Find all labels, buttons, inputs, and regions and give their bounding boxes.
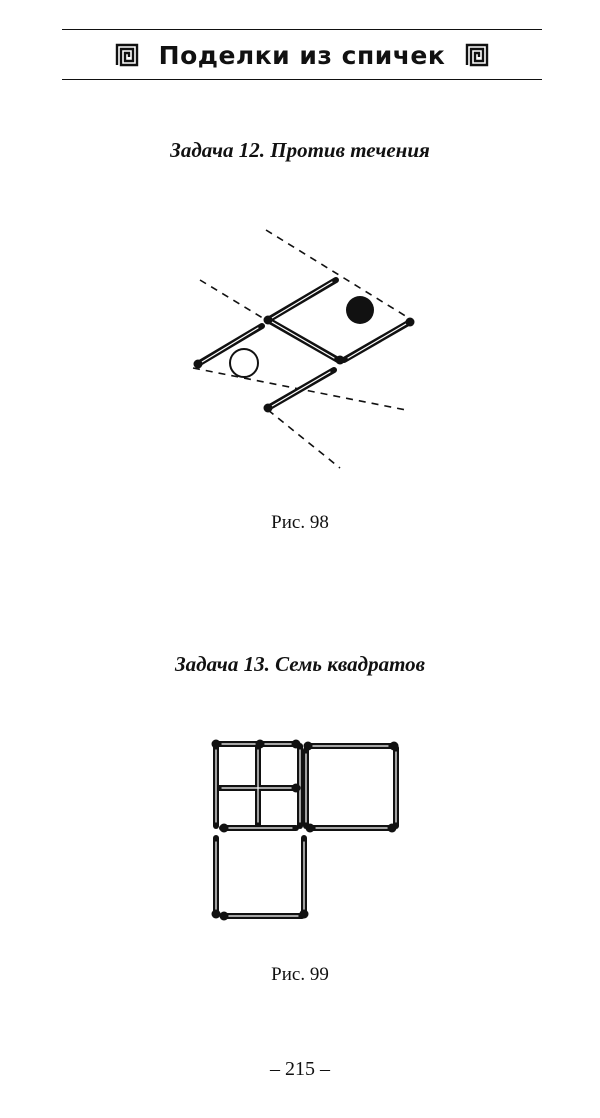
figure-99-caption: Рис. 99: [271, 964, 329, 985]
match-head: [304, 742, 313, 751]
task-12-title: Задача 12. Против течения: [170, 138, 430, 162]
header-top-rule: [62, 29, 542, 30]
match-head: [212, 910, 221, 919]
match-head: [256, 740, 265, 749]
greek-key-icon: [115, 43, 139, 67]
match-head: [212, 740, 221, 749]
dashed-line: [268, 410, 340, 468]
match-head: [306, 824, 315, 833]
dashed-line: [200, 280, 266, 320]
match-head: [220, 824, 229, 833]
match-head: [292, 740, 301, 749]
match-head: [264, 316, 273, 325]
filled-circle: [346, 296, 374, 324]
match-head: [300, 910, 309, 919]
header-bottom-rule: [62, 79, 542, 80]
page-number: – 215 –: [270, 1058, 330, 1080]
match-head: [264, 404, 273, 413]
figure-98-caption: Рис. 98: [271, 512, 329, 533]
match-head: [388, 824, 397, 833]
page-header: [62, 32, 542, 78]
match-head: [406, 318, 415, 327]
match-head: [220, 912, 229, 921]
match-head: [390, 742, 399, 751]
greek-key-icon: [465, 43, 489, 67]
match-head: [194, 360, 203, 369]
task-13-title: Задача 13. Семь квадратов: [174, 652, 426, 676]
match-head: [292, 784, 301, 793]
figure-98: [0, 210, 600, 510]
match-head: [336, 356, 345, 365]
header-title: Поделки из спичек: [158, 40, 446, 70]
figure-99: [0, 730, 600, 930]
hollow-circle: [230, 349, 258, 377]
